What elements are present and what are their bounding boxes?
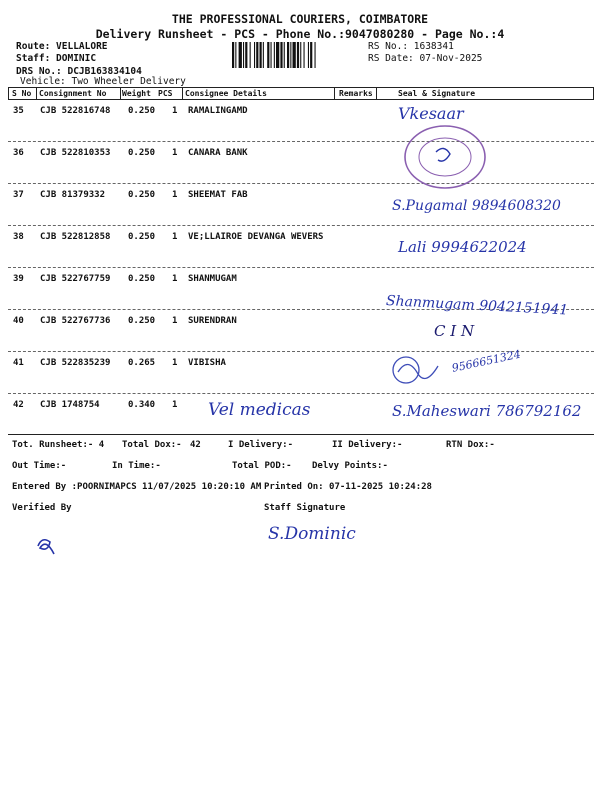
row-consignee: VIBISHA <box>188 358 226 368</box>
col-divider <box>182 87 183 99</box>
col-divider <box>120 87 121 99</box>
row-consignee: SHANMUGAM <box>188 274 237 284</box>
verified-by: Verified By <box>12 503 72 513</box>
row-sno: 38 <box>13 232 24 242</box>
row-sno: 35 <box>13 106 24 116</box>
row-consignment-no: CJB 1748754 <box>40 400 100 410</box>
signature-41: 9566651324 <box>450 347 522 375</box>
row-pcs: 1 <box>172 148 178 158</box>
header-consignment: Consignment No <box>39 89 107 98</box>
runsheet-subtitle: Delivery Runsheet - PCS - Phone No.:9047080280 - Page No.:4 <box>95 27 505 41</box>
printed-on: Printed On: 07-11-2025 10:24:28 <box>264 482 432 492</box>
row-sno: 40 <box>13 316 24 326</box>
row-consignee: SHEEMAT FAB <box>188 190 248 200</box>
signature-39: Shanmugam 9042151941 <box>385 293 569 319</box>
rtn-dox: RTN Dox:- <box>446 440 495 450</box>
col-divider <box>376 87 377 99</box>
row-consignment-no: CJB 81379332 <box>40 190 106 200</box>
row-consignee: SURENDRAN <box>188 316 237 326</box>
col-divider <box>36 87 37 99</box>
row-consignment-no: CJB 522835239 <box>40 358 111 368</box>
row-weight: 0.250 <box>128 232 156 242</box>
staff-label: Staff: DOMINIC <box>16 53 97 64</box>
row-consignment-no: CJB 522767759 <box>40 274 111 284</box>
staff-signature: S.Dominic <box>268 524 356 544</box>
drs-number: DRS No.: DCJB163834104 <box>16 66 142 77</box>
row-sno: 37 <box>13 190 24 200</box>
out-time: Out Time:- <box>12 461 67 471</box>
in-time: In Time:- <box>112 461 161 471</box>
row-weight: 0.250 <box>128 148 156 158</box>
header-seal-signature: Seal & Signature <box>398 89 476 98</box>
barcode-image <box>232 42 364 68</box>
row-pcs: 1 <box>172 232 178 242</box>
row-sno: 42 <box>13 400 24 410</box>
company-title: THE PROFESSIONAL COURIERS, COIMBATORE <box>171 12 429 26</box>
rs-number: RS No.: 1638341 <box>368 41 454 52</box>
row-weight: 0.340 <box>128 400 156 410</box>
row-sno: 39 <box>13 274 24 284</box>
rs-date: RS Date: 07-Nov-2025 <box>368 53 483 64</box>
row-sno: 36 <box>13 148 24 158</box>
table-row <box>0 99 600 141</box>
table-row <box>0 141 600 183</box>
signature-38: Lali 9994622024 <box>398 238 527 256</box>
route-label: Route: VELLALORE <box>16 41 108 52</box>
header-pcs: PCS <box>158 89 173 98</box>
signature-40: C I N <box>434 322 475 340</box>
remark-42: Vel medicas <box>208 400 311 420</box>
row-pcs: 1 <box>172 274 178 284</box>
row-consignee: CANARA BANK <box>188 148 248 158</box>
signature-41-scribble <box>388 350 448 390</box>
row-consignment-no: CJB 522767736 <box>40 316 111 326</box>
row-weight: 0.250 <box>128 190 156 200</box>
vehicle-label: Vehicle: Two Wheeler Delivery <box>20 76 186 87</box>
row-weight: 0.265 <box>128 358 156 368</box>
header-weight: Weight <box>122 89 151 98</box>
col-divider <box>8 87 9 99</box>
header-sno: S No <box>12 89 32 98</box>
header-remarks: Remarks <box>339 89 373 98</box>
ii-delivery: II Delivery:- <box>332 440 403 450</box>
total-pod: Total POD:- <box>232 461 292 471</box>
row-consignee: VE;LLAIROE DEVANGA WEVERS <box>188 232 324 242</box>
i-delivery: I Delivery:- <box>228 440 294 450</box>
row-weight: 0.250 <box>128 316 156 326</box>
row-consignment-no: CJB 522816748 <box>40 106 111 116</box>
row-pcs: 1 <box>172 190 178 200</box>
delvy-points: Delvy Points:- <box>312 461 388 471</box>
row-weight: 0.250 <box>128 106 156 116</box>
staff-signature-label: Staff Signature <box>264 503 346 513</box>
entered-by: Entered By :POORNIMAPCS 11/07/2025 10:20:10 AM <box>12 482 262 492</box>
row-weight: 0.250 <box>128 274 156 284</box>
col-divider <box>593 87 594 99</box>
row-pcs: 1 <box>172 400 178 410</box>
verified-mark <box>30 532 60 558</box>
total-runsheet: Tot. Runsheet:- 4 <box>12 440 105 450</box>
row-pcs: 1 <box>172 106 178 116</box>
table-bottom-rule <box>8 434 594 435</box>
signature-35: Vkesaar <box>398 104 464 123</box>
signature-42: S.Maheswari 786792162 <box>392 402 582 420</box>
total-dox-value: 42 <box>190 440 201 450</box>
row-pcs: 1 <box>172 316 178 326</box>
signature-37: S.Pugamal 9894608320 <box>392 198 561 214</box>
row-sno: 41 <box>13 358 24 368</box>
row-consignment-no: CJB 522812858 <box>40 232 111 242</box>
table-top-rule <box>8 87 594 88</box>
seal-stamp <box>400 122 490 192</box>
total-dox-label: Total Dox:- <box>122 440 182 450</box>
row-pcs: 1 <box>172 358 178 368</box>
row-consignee: RAMALINGAMD <box>188 106 248 116</box>
col-divider <box>334 87 335 99</box>
header-consignee: Consignee Details <box>185 89 267 98</box>
row-consignment-no: CJB 522810353 <box>40 148 111 158</box>
